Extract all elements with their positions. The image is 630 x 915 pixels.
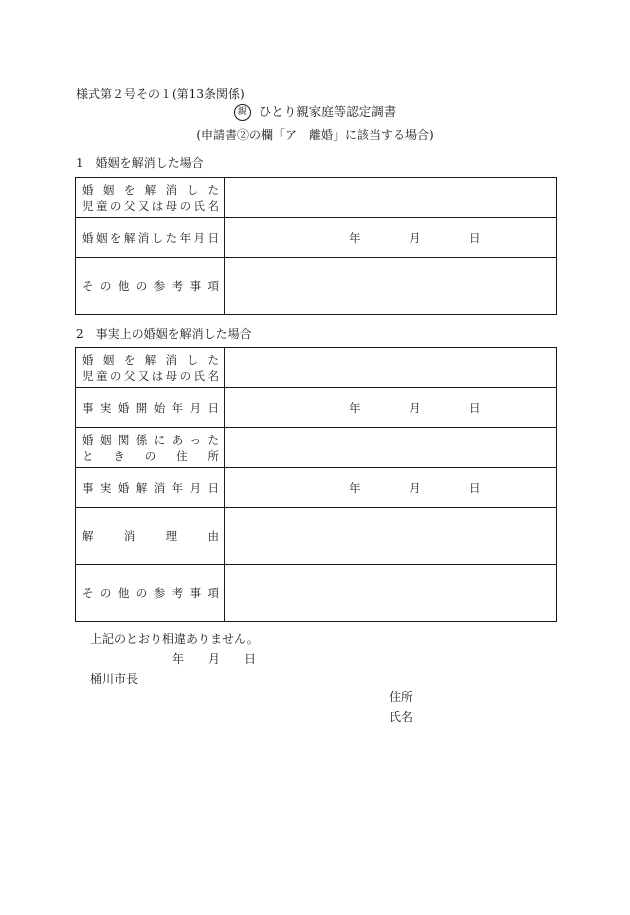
table-row [76, 178, 557, 218]
address-label: 住所 [389, 690, 414, 704]
day-label: 日 [469, 400, 481, 415]
section2-table [75, 347, 557, 622]
row-label [76, 428, 225, 468]
table-row [76, 508, 557, 565]
row-label [76, 178, 225, 218]
label-text: その他の参考事項 [82, 586, 219, 600]
end-date-field[interactable] [225, 468, 557, 508]
label-line: 婚姻を解消した [82, 182, 219, 197]
label-text: その他の参考事項 [82, 279, 219, 293]
addressee: 桶川市長 [90, 672, 139, 686]
row-label [76, 388, 225, 428]
row-label [76, 468, 225, 508]
parent-name-field[interactable] [225, 178, 557, 218]
row-label [76, 565, 225, 622]
month-label: 月 [409, 400, 421, 415]
title-row [0, 102, 630, 121]
row-label [76, 348, 225, 388]
table-row [76, 565, 557, 622]
label-line: ときの住所 [82, 448, 219, 463]
row-label [76, 258, 225, 315]
form-subtitle: (申請書②の欄「ア 離婚」に該当する場合) [196, 128, 434, 142]
table-row [76, 218, 557, 258]
year-label: 年 [172, 652, 185, 666]
section1-table [75, 177, 557, 315]
label-line: 児童の父又は母の氏名 [82, 198, 219, 213]
label-text: 事実婚解消年月日 [82, 480, 219, 495]
year-label: 年 [349, 400, 361, 415]
name-label: 氏名 [389, 710, 414, 724]
month-label: 月 [409, 480, 421, 495]
label-line: 婚姻関係にあった [82, 432, 219, 447]
seal-mark: 親 [234, 104, 251, 121]
label-line: 婚姻を解消した [82, 352, 219, 367]
label-line: 児童の父又は母の氏名 [82, 368, 219, 383]
table-row [76, 428, 557, 468]
dissolution-date-field[interactable] [225, 218, 557, 258]
table-row [76, 468, 557, 508]
parent-name-field[interactable] [225, 348, 557, 388]
reason-field[interactable] [225, 508, 557, 565]
footer-date [172, 650, 256, 667]
label-text: 婚姻を解消した年月日 [82, 230, 219, 245]
declaration-statement: 上記のとおり相違ありません。 [90, 632, 259, 646]
label-text: 事実婚開始年月日 [82, 400, 219, 415]
address-field[interactable] [225, 428, 557, 468]
month-label: 月 [208, 652, 221, 666]
year-label: 年 [349, 230, 361, 245]
table-row [76, 258, 557, 315]
table-row [76, 348, 557, 388]
section1-heading: 1 婚姻を解消した場合 [76, 156, 204, 170]
year-label: 年 [349, 480, 361, 495]
remarks-field[interactable] [225, 565, 557, 622]
form-number: 様式第２号その１(第13条関係) [76, 87, 245, 101]
month-label: 月 [409, 230, 421, 245]
day-label: 日 [469, 230, 481, 245]
day-label: 日 [469, 480, 481, 495]
form-title: ひとり親家庭等認定調書 [258, 104, 397, 119]
remarks-field[interactable] [225, 258, 557, 315]
day-label: 日 [244, 652, 257, 666]
row-label [76, 508, 225, 565]
row-label [76, 218, 225, 258]
table-row [76, 388, 557, 428]
start-date-field[interactable] [225, 388, 557, 428]
section2-heading: 2 事実上の婚姻を解消した場合 [76, 327, 252, 341]
label-text: 解消理由 [82, 529, 219, 543]
